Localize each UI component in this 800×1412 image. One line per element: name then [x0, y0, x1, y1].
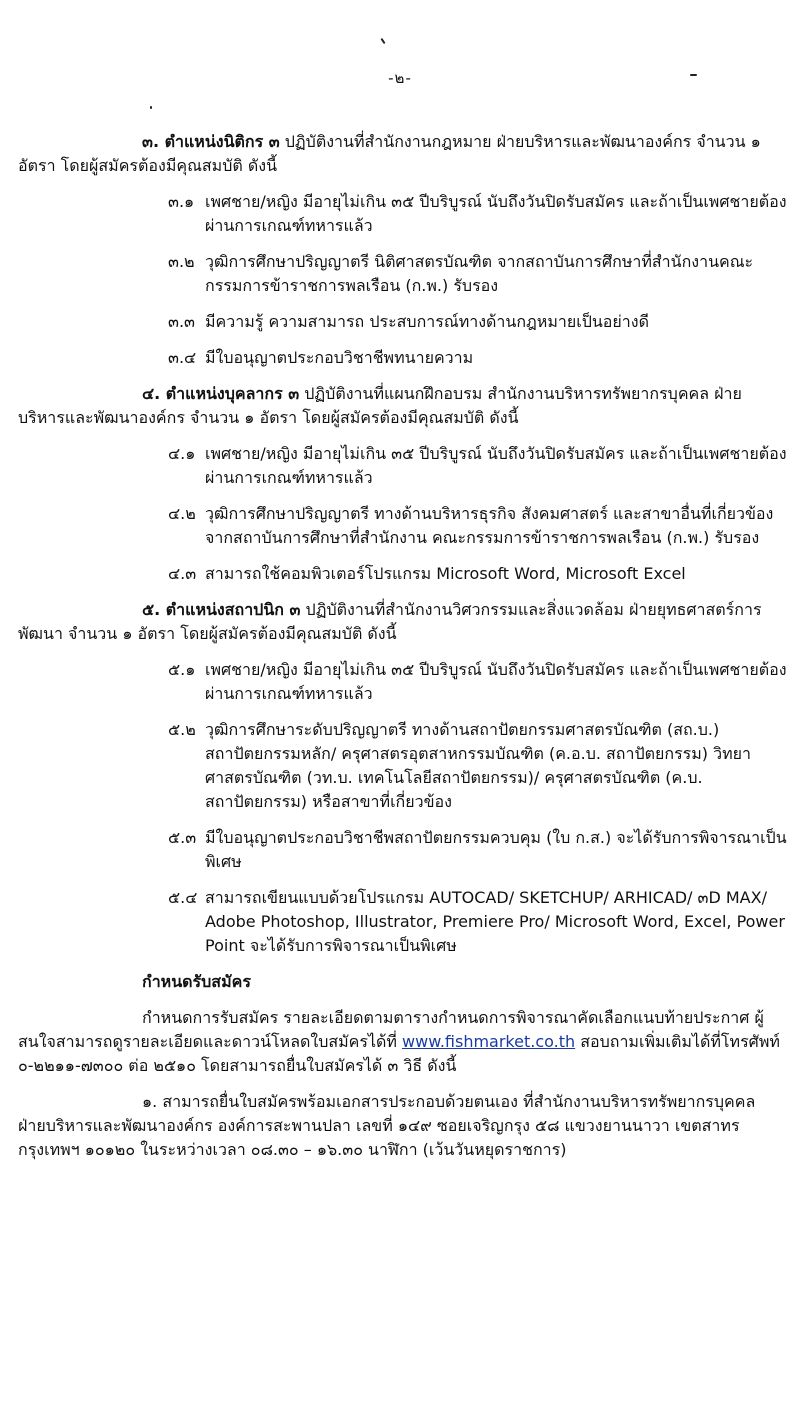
website-link[interactable]: www.fishmarket.co.th: [402, 1032, 576, 1051]
deadline-text-after: สอบถามเพิ่มเติมได้ที่โทรศัพท์ ๐-๒๒๑๑-๗๓๐๐ ต่อ ๒๕๑๐ โดยสามารถยื่นใบสมัครได้ ๓ วิธี ดังนี้: [18, 1032, 780, 1075]
item-number: ๓.๓: [168, 312, 195, 331]
item-number: ๕.๔: [168, 888, 198, 907]
item-text: เพศชาย/หญิง มีอายุไม่เกิน ๓๕ ปีบริบูรณ์ นับถึงวันปิดรับสมัคร และถ้าเป็นเพศชายต้องผ่านการเกณฑ์ทหารแล้ว: [205, 444, 787, 487]
item-text: วุฒิการศึกษาปริญญาตรี ทางด้านบริหารธุรกิจ สังคมศาสตร์ และสาขาอื่นที่เกี่ยวข้อง จากสถาบันการศึกษาที่สำนักงาน คณะกรรมการข้าราชการพลเรือน (ก.พ.) รับรอง: [205, 504, 774, 547]
list-item: [168, 658, 788, 706]
list-item: [168, 502, 788, 550]
list-item: [168, 826, 788, 874]
list-item: [168, 190, 788, 238]
list-item: [168, 310, 788, 334]
item-number: ๔.๒: [168, 504, 196, 523]
list-item: [168, 442, 788, 490]
item-text: สามารถใช้คอมพิวเตอร์โปรแกรม Microsoft Word, Microsoft Excel: [205, 564, 686, 583]
item-text: มีใบอนุญาตประกอบวิชาชีพทนายความ: [205, 348, 474, 367]
section-3-text: ปฏิบัติงานที่สำนักงานกฎหมาย ฝ่ายบริหารและพัฒนาองค์กร จำนวน ๑ อัตรา โดยผู้สมัครต้องมีคุณสมบัติ ดังนี้: [18, 132, 761, 175]
page-number: -๒-: [388, 69, 412, 87]
item-number: ๓.๒: [168, 252, 195, 271]
item-number: ๓.๑: [168, 192, 195, 211]
section-3-heading: ๓. ตำแหน่งนิติกร ๓: [142, 132, 280, 151]
item-text: เพศชาย/หญิง มีอายุไม่เกิน ๓๕ ปีบริบูรณ์ นับถึงวันปิดรับสมัคร และถ้าเป็นเพศชายต้องผ่านการเกณฑ์ทหารแล้ว: [205, 192, 787, 235]
item-text: วุฒิการศึกษาระดับปริญญาตรี ทางด้านสถาปัตยกรรมศาสตรบัณฑิต (สถ.บ.) สถาปัตยกรรมหลัก/ ครุศาสตรอุตสาหกรรมบัณฑิต (ค.อ.บ. สถาปัตยกรรม) วิทยาศาสตรบัณฑิต (วท.บ. เทคโนโลยีสถาปัตยกรรม)/ ครุศาสตรบัณฑิต (ค.บ. สถาปัตยกรรม) หรือสาขาที่เกี่ยวข้อง: [205, 720, 752, 811]
item-number: ๓.๔: [168, 348, 197, 367]
item-number: ๕.๑: [168, 660, 196, 679]
scan-mark: [150, 106, 152, 109]
item-text: วุฒิการศึกษาปริญญาตรี นิติศาสตรบัณฑิต จากสถาบันการศึกษาที่สำนักงานคณะกรรมการข้าราชการพลเรือน (ก.พ.) รับรอง: [205, 252, 754, 295]
scan-mark: [380, 38, 385, 44]
item-number: ๕.๒: [168, 720, 196, 739]
list-item: [168, 718, 788, 814]
item-number: ๔.๓: [168, 564, 197, 583]
section-5-intro: [18, 598, 788, 646]
item-text: มีใบอนุญาตประกอบวิชาชีพสถาปัตยกรรมควบคุม (ใบ ก.ส.) จะได้รับการพิจารณาเป็นพิเศษ: [205, 828, 787, 871]
section-4-intro: [18, 382, 788, 430]
item-number: ๕.๓: [168, 828, 197, 847]
item-text: มีความรู้ ความสามารถ ประสบการณ์ทางด้านกฎหมายเป็นอย่างดี: [205, 312, 649, 331]
item-number: ๔.๑: [168, 444, 196, 463]
deadline-heading: กำหนดรับสมัคร: [142, 972, 251, 991]
list-item: [168, 562, 788, 586]
section-5-heading: ๕. ตำแหน่งสถาปนิก ๓: [142, 600, 301, 619]
list-item: [168, 250, 788, 298]
deadline-paragraph: [18, 1006, 788, 1078]
list-item: [168, 346, 788, 370]
section-5-text: ปฏิบัติงานที่สำนักงานวิศวกรรมและสิ่งแวดล้อม ฝ่ายยุทธศาสตร์การพัฒนา จำนวน ๑ อัตรา โดยผู้สมัครต้องมีคุณสมบัติ ดังนี้: [18, 600, 762, 643]
section-4-text: ปฏิบัติงานที่แผนกฝึกอบรม สำนักงานบริหารทรัพยากรบุคคล ฝ่ายบริหารและพัฒนาองค์กร จำนวน ๑ อัตรา โดยผู้สมัครต้องมีคุณสมบัติ ดังนี้: [18, 384, 742, 427]
section-4-heading: ๔. ตำแหน่งบุคลากร ๓: [142, 384, 300, 403]
list-item: [168, 886, 788, 958]
item-text: สามารถเขียนแบบด้วยโปรแกรม AUTOCAD/ SKETCHUP/ ARHICAD/ ๓D MAX/ Adobe Photoshop, Illustrator, Premiere Pro/ Microsoft Word, Excel, Power Point จะได้รับการพิจารณาเป็นพิเศษ: [205, 888, 785, 955]
method-1-paragraph: ๑. สามารถยื่นใบสมัครพร้อมเอกสารประกอบด้วยตนเอง ที่สำนักงานบริหารทรัพยากรบุคคล ฝ่ายบริหารและพัฒนาองค์กร องค์การสะพานปลา เลขที่ ๑๔๙ ซอยเจริญกรุง ๕๘ แขวงยานนาวา เขตสาทร กรุงเทพฯ ๑๐๑๒๐ ในระหว่างเวลา ๐๘.๓๐ – ๑๖.๓๐ นาฬิกา (เว้นวันหยุดราชการ): [18, 1092, 756, 1159]
section-3-intro: [18, 130, 788, 178]
deadline-text-before: กำหนดการรับสมัคร รายละเอียดตามตารางกำหนดการพิจารณาคัดเลือกแนบท้ายประกาศ ผู้สนใจสามารถดูรายละเอียดและดาวน์โหลดใบสมัครได้ที่: [18, 1008, 764, 1051]
item-text: เพศชาย/หญิง มีอายุไม่เกิน ๓๕ ปีบริบูรณ์ นับถึงวันปิดรับสมัคร และถ้าเป็นเพศชายต้องผ่านการเกณฑ์ทหารแล้ว: [205, 660, 787, 703]
document-body: [18, 130, 788, 1174]
